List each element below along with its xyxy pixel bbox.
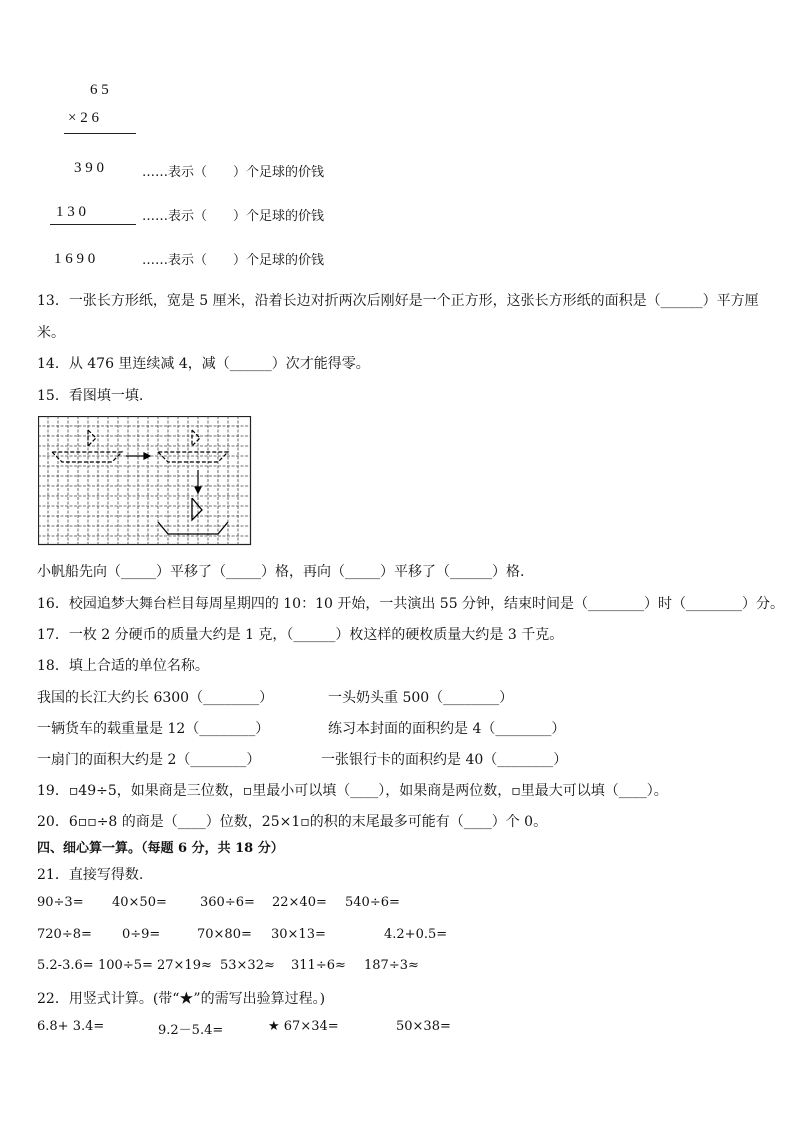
mental-math-item: 4.2+0.5= — [384, 927, 448, 942]
question-18-item: 一辆货车的载重量是 12（________） — [37, 721, 270, 737]
section-4-heading: 四、细心算一算。（每题 6 分，共 18 分） — [37, 841, 284, 856]
question-15-title: 15．看图填一填. — [37, 388, 144, 404]
calc-note-3: ……表示（ ）个足球的价钱 — [142, 253, 325, 268]
calc-result: 1 6 9 0 — [54, 251, 96, 267]
mental-math-item: 70×80= — [197, 927, 252, 942]
calc-top-number: 6 5 — [90, 82, 109, 98]
question-18-title: 18．填上合适的单位名称。 — [37, 658, 209, 674]
mental-math-item: 311÷6≈ — [291, 958, 346, 973]
mental-math-item: 187÷3≈ — [364, 958, 419, 973]
calc-note-2: ……表示（ ）个足球的价钱 — [142, 209, 325, 224]
question-21-title: 21．直接写得数. — [37, 867, 144, 883]
question-18-item: 一张银行卡的面积约是 40（________） — [321, 752, 568, 768]
mental-math-item: 90÷3= — [37, 895, 84, 910]
question-18-item: 一头奶头重 500（________） — [328, 690, 514, 706]
question-17: 17．一枚 2 分硬币的质量大约是 1 克，（______）枚这样的硬枚质量大约是 3 千克。 — [37, 627, 564, 643]
mental-math-item: 0÷9= — [122, 927, 161, 942]
question-15-answer: 小帆船先向（_____）平移了（_____）格，再向（_____）平移了（______）格. — [37, 564, 525, 580]
question-13-line-1: 13．一张长方形纸，宽是 5 厘米，沿着长边对折两次后刚好是一个正方形，这张长方形纸的面积是（______）平方厘 — [37, 293, 759, 309]
vertical-calc-item: 50×38= — [396, 1019, 451, 1034]
question-19: 19．▫49÷5，如果商是三位数，▫里最小可以填（____），如果商是两位数，▫里最大可以填（____）。 — [37, 783, 668, 799]
vertical-calc-item: 6.8+ 3.4= — [37, 1019, 105, 1034]
mental-math-item: 27×19≈ — [157, 958, 212, 973]
mental-math-item: 360÷6= — [200, 895, 255, 910]
mental-math-item: 30×13= — [271, 927, 326, 942]
mental-math-item: 40×50= — [112, 895, 167, 910]
question-16: 16．校园追梦大舞台栏目每周星期四的 10：10 开始，一共演出 55 分钟，结束时间是（________）时（________）分。 — [37, 596, 785, 612]
mental-math-item: 22×40= — [272, 895, 327, 910]
question-22-title: 22．用竖式计算。(带“★”的需写出验算过程。) — [37, 991, 326, 1007]
question-18-item: 我国的长江大约长 6300（________） — [37, 690, 274, 706]
vertical-calc-item: 9.2－5.4= — [158, 1023, 224, 1038]
calc-note-1: ……表示（ ）个足球的价钱 — [142, 165, 325, 180]
mental-math-item: 720÷8= — [37, 927, 92, 942]
question-18-item: 一扇门的面积大约是 2（________） — [37, 752, 261, 768]
calc-partial-1: 3 9 0 — [74, 160, 104, 176]
mental-math-item: 5.2-3.6= — [37, 958, 94, 973]
question-14: 14．从 476 里连续减 4，减（______）次才能得零。 — [37, 356, 370, 372]
mental-math-item: 540÷6= — [345, 895, 400, 910]
question-18-item: 练习本封面的面积约是 4（________） — [328, 721, 566, 737]
vertical-calc-item: ★ 67×34= — [268, 1019, 339, 1034]
calc-divider-1 — [64, 133, 136, 134]
question-13-line-2: 米。 — [37, 325, 65, 341]
calc-partial-2: 1 3 0 — [56, 204, 86, 220]
translation-grid-figure — [38, 416, 252, 546]
question-20: 20．6▫▫÷8 的商是（____）位数，25×1▫的积的末尾最多可能有（____）个 0。 — [37, 814, 548, 830]
calc-multiplier: × 2 6 — [68, 110, 99, 126]
calc-divider-2 — [50, 224, 136, 225]
mental-math-item: 100÷5= — [98, 958, 153, 973]
mental-math-item: 53×32≈ — [220, 958, 275, 973]
